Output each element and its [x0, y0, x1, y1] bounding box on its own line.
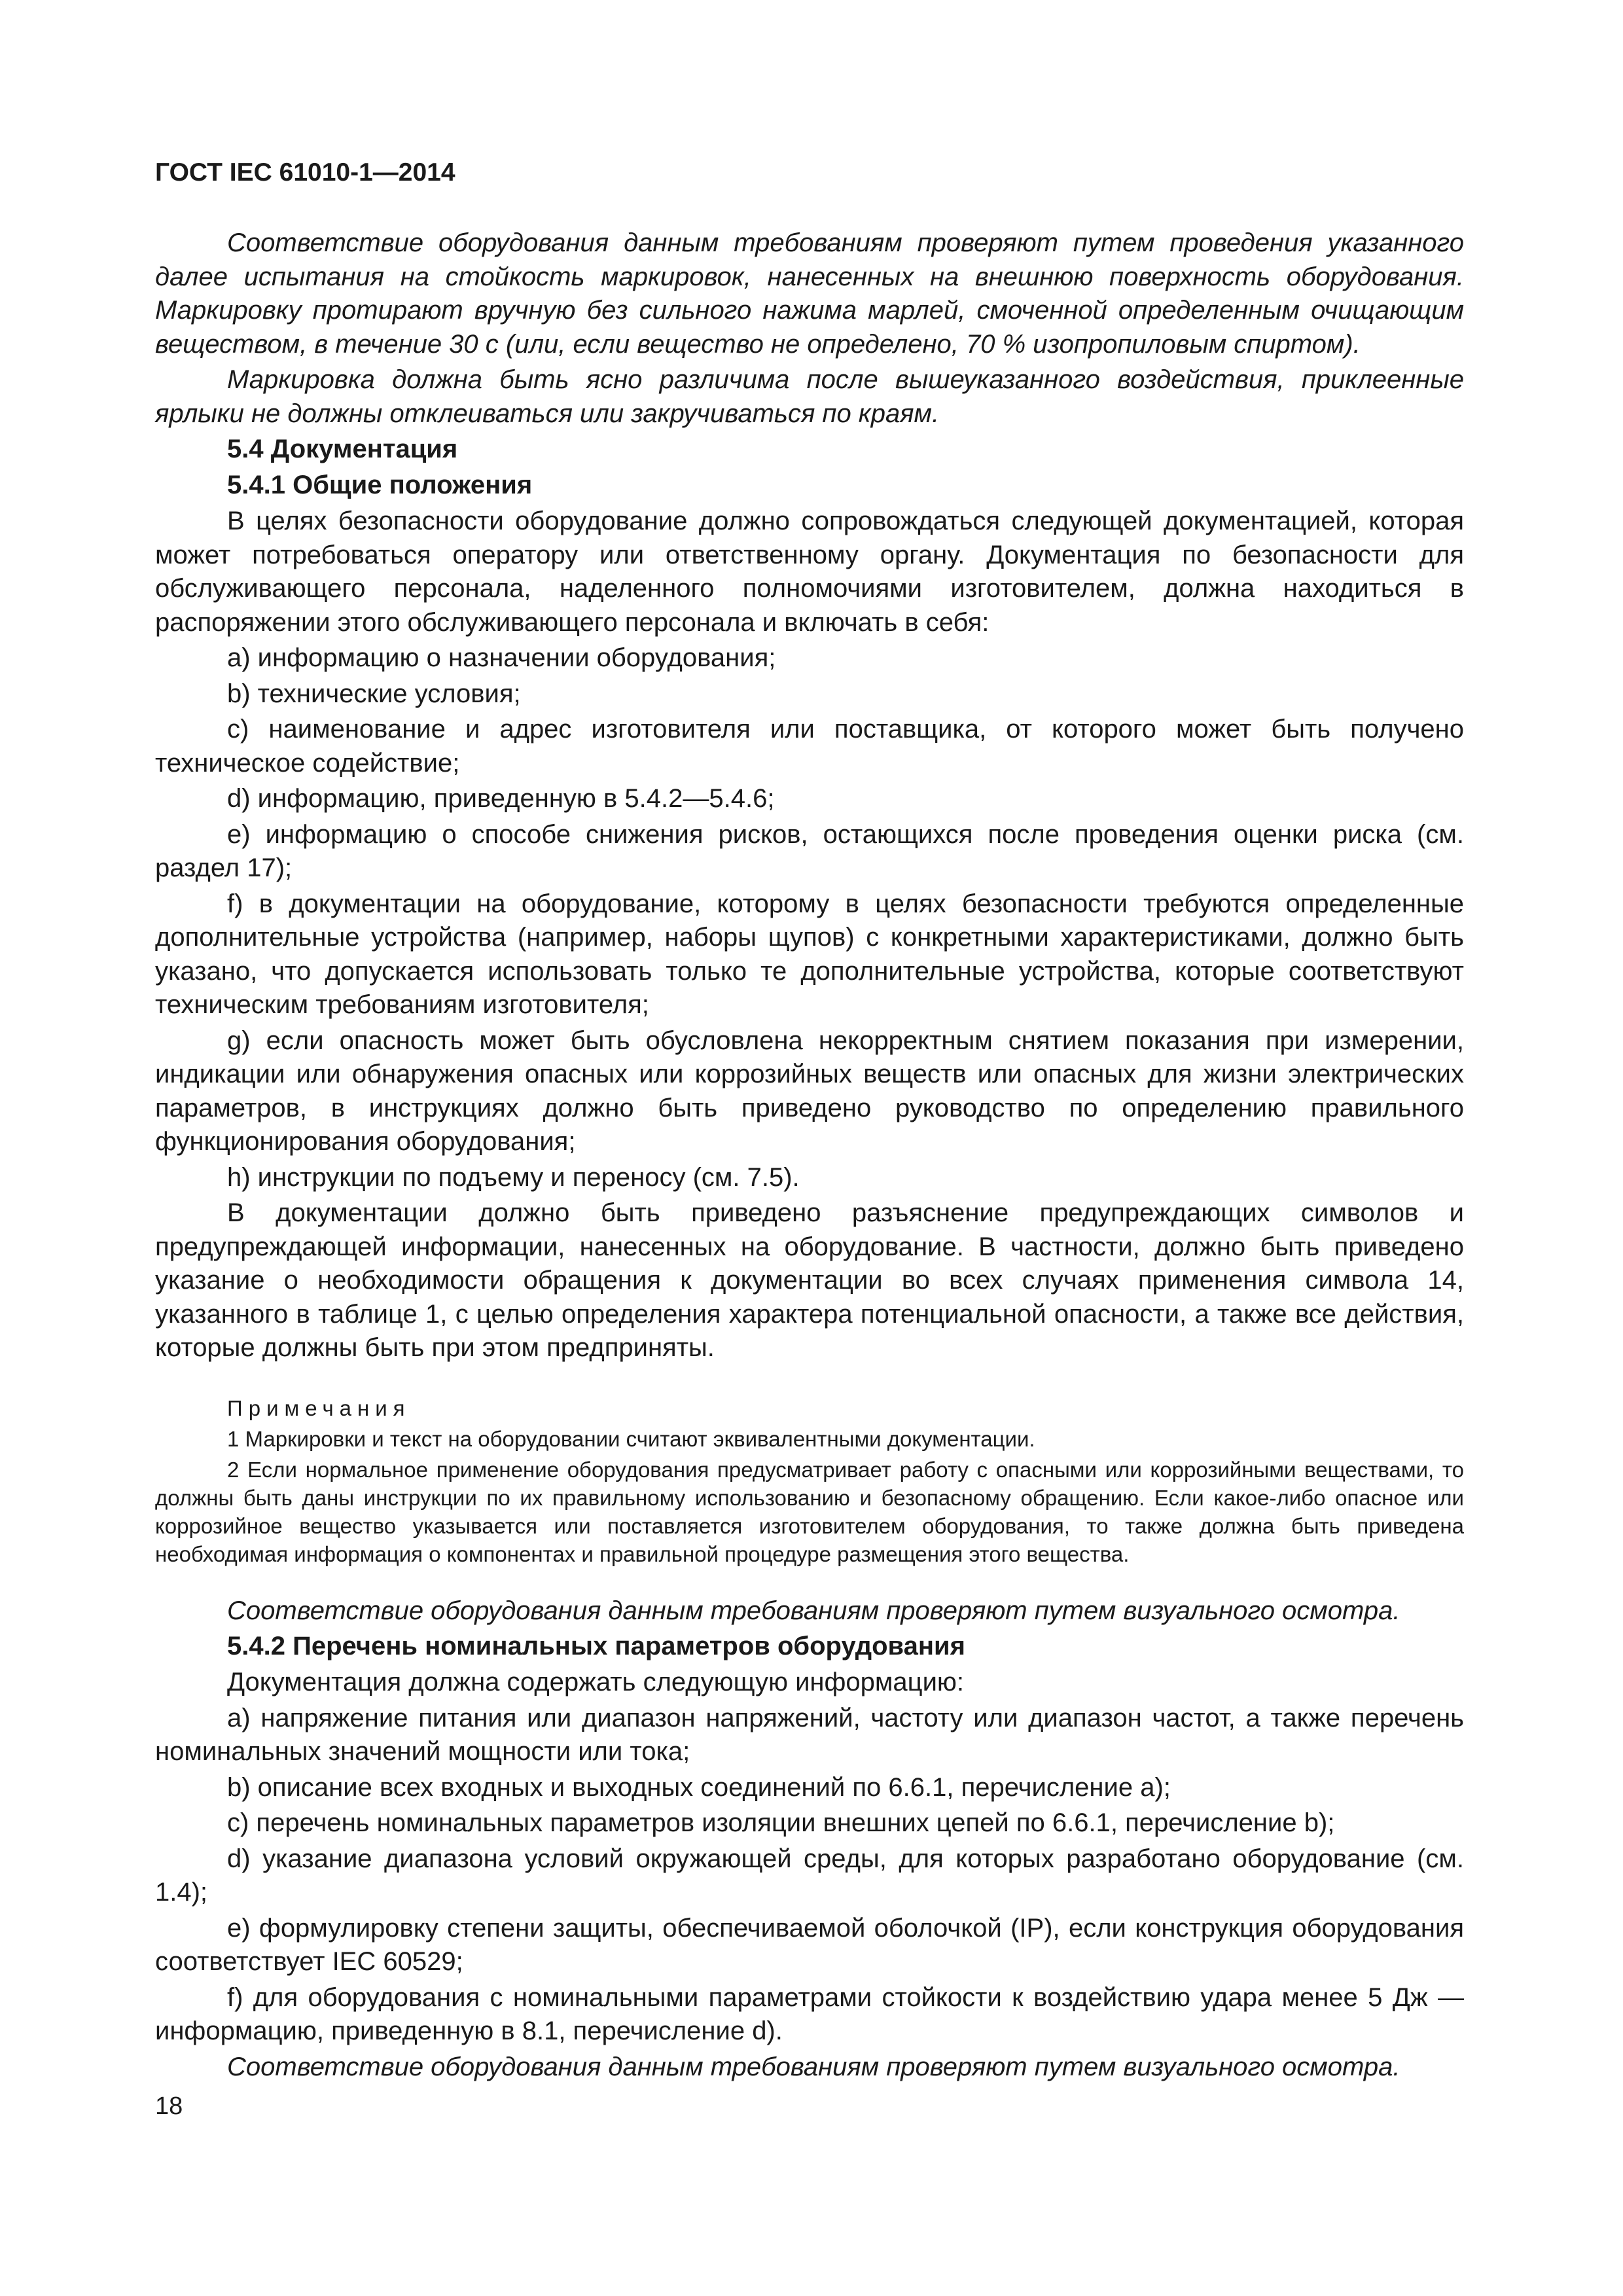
list-item: c) наименование и адрес изготовителя или поставщика, от которого может быть получено техническое содействие; — [155, 715, 1464, 778]
list-item: f) в документации на оборудование, которому в целях безопасности требуются определенные дополнительные устройства (например, наборы щупов) с конкретными характеристиками, должно быть указано, что допускается использовать только те дополнительные устройства, которые соответствуют техническим требованиям изготовителя; — [155, 889, 1464, 1019]
list-item: g) если опасность может быть обусловлена некорректным снятием показания при измерении, индикации или обнаружения опасных или коррозийных веществ или опасных для жизни электрических параметров, в инструкциях должно быть приведено руководство по определению правильного функционирования оборудования; — [155, 1026, 1464, 1156]
section-heading-5-4-2: 5.4.2 Перечень номинальных параметров оборудования — [227, 1632, 965, 1660]
list-item: e) формулировку степени защиты, обеспечиваемой оболочкой (IP), если конструкция оборудования соответствует IEC 60529; — [155, 1913, 1464, 1976]
list-item: b) технические условия; — [227, 679, 521, 708]
notes-title: Примечания — [227, 1395, 411, 1420]
compliance-statement: Соответствие оборудования данным требованиям проверяют путем визуального осмотра. — [227, 2052, 1400, 2081]
list-item: f) для оборудования с номинальными параметрами стойкости к воздействию удара менее 5 Дж — информацию, приведенную в 8.1, перечисление d). — [155, 1982, 1464, 2045]
list-item: a) напряжение питания или диапазон напряжений, частоту или диапазон частот, а также перечень номинальных значений мощности или тока; — [155, 1703, 1464, 1766]
list-item: a) информацию о назначении оборудования; — [227, 643, 776, 672]
list-item: c) перечень номинальных параметров изоляции внешних цепей по 6.6.1, перечисление b); — [227, 1808, 1335, 1837]
list-item: e) информацию о способе снижения рисков, остающихся после проведения оценки риска (см. раздел 17); — [155, 819, 1464, 882]
marking-paragraph: Маркировка должна быть ясно различима после вышеуказанного воздействия, приклеенные ярлыки не должны отклеиваться или закручиваться по краям. — [155, 365, 1464, 428]
notes-block — [155, 1394, 1464, 1568]
document-header: ГОСТ IEC 61010-1—2014 — [155, 158, 455, 187]
page-number: 18 — [155, 2092, 183, 2120]
list-item: d) информацию, приведенную в 5.4.2—5.4.6; — [227, 784, 775, 813]
page-content — [155, 157, 1464, 2086]
documentation-paragraph: В документации должно быть приведено разъяснение предупреждающих символов и предупреждающей информации, нанесенных на оборудование. В частности, должно быть приведено указание о необходимости обращения к документации во всех случаях применения символа 14, указанного в таблице 1, с целью определения характера потенциальной опасности, а также все действия, которые должны быть при этом предприняты. — [155, 1198, 1464, 1362]
compliance-statement: Соответствие оборудования данным требованиям проверяют путем визуального осмотра. — [227, 1596, 1400, 1625]
section-heading-5-4-1: 5.4.1 Общие положения — [227, 471, 533, 499]
note-item: 2 Если нормальное применение оборудования предусматривает работу с опасными или коррозийными веществами, то должны быть даны инструкции по их правильному использованию и безопасному обращению. Если какое-либо опасное или коррозийное вещество указывается или поставляется изготовителем оборудования, то также должна быть приведена необходимая информация о компонентах и правильной процедуре размещения этого вещества. — [155, 1457, 1464, 1566]
list-item: h) инструкции по подъему и переносу (см. 7.5). — [227, 1162, 800, 1192]
list-item: d) указание диапазона условий окружающей среды, для которых разработано оборудование (см. 1.4); — [155, 1844, 1464, 1907]
note-item: 1 Маркировки и текст на оборудовании считают эквивалентными документации. — [227, 1426, 1035, 1451]
section-intro-paragraph: Документация должна содержать следующую информацию: — [227, 1668, 965, 1696]
list-item: b) описание всех входных и выходных соединений по 6.6.1, перечисление a); — [227, 1772, 1171, 1802]
section-intro-paragraph: В целях безопасности оборудование должно сопровождаться следующей документацией, которая может потребоваться оператору или ответственному органу. Документация по безопасности для обслуживающего персонала, наделенного полномочиями изготовителем, должна находиться в распоряжении этого обслуживающего персонала и включать в себя: — [155, 507, 1464, 637]
compliance-paragraph: Соответствие оборудования данным требованиям проверяют путем проведения указанного далее испытания на стойкость маркировок, нанесенных на внешнюю поверхность оборудования. Маркировку протирают вручную без сильного нажима марлей, смоченной определенным очищающим веществом, в течение 30 с (или, если вещество не определено, 70 % изопропиловым спиртом). — [155, 228, 1464, 359]
section-heading-5-4: 5.4 Документация — [227, 435, 458, 463]
